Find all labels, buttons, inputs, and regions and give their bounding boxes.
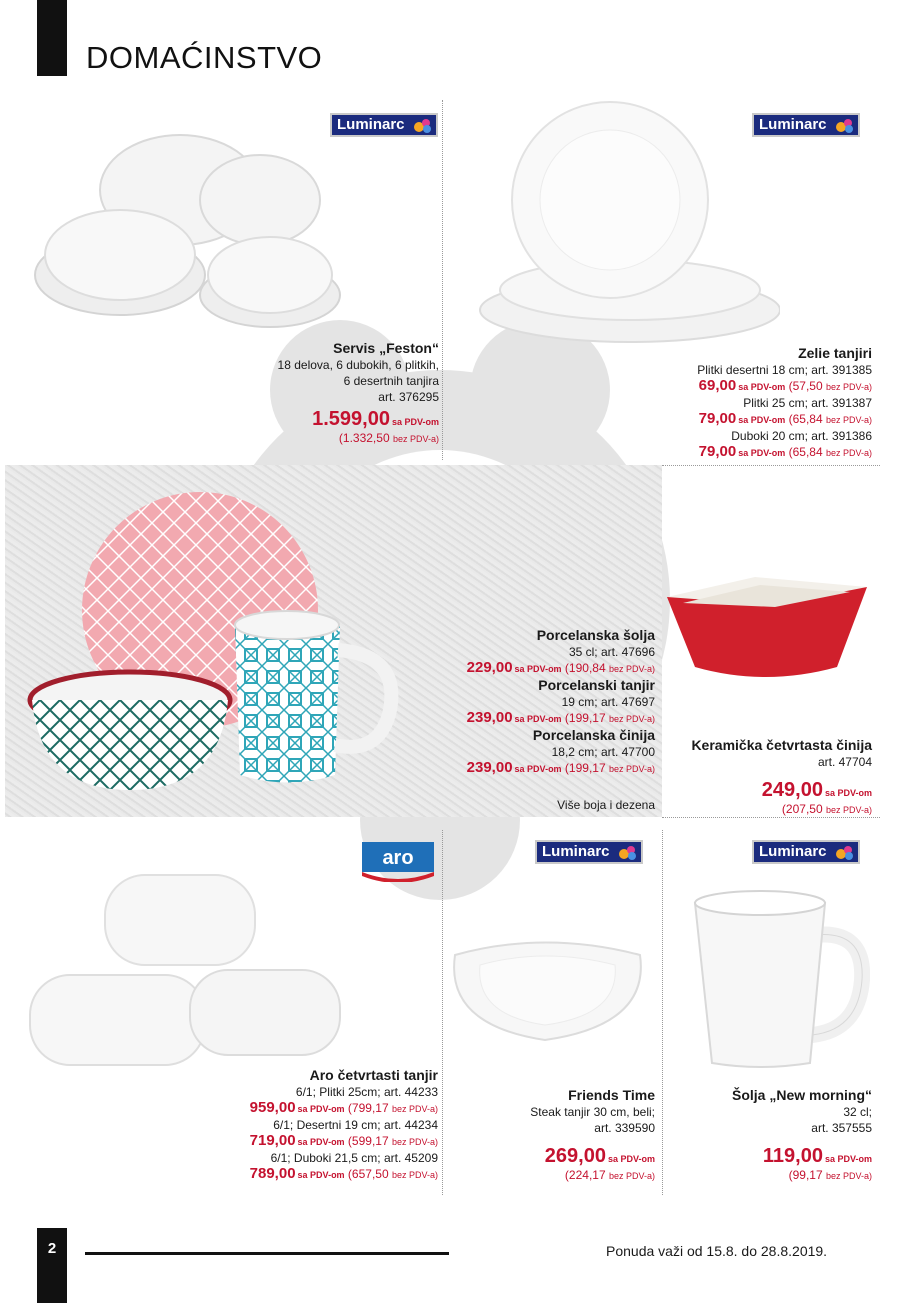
product-name: Friends Time — [568, 1087, 655, 1103]
price: 959,00 sa PDV-om (799,17 bez PDV-a) — [249, 1099, 438, 1116]
price-without-vat: (207,50 bez PDV-a) — [781, 802, 872, 816]
new-morning-mug-image — [690, 885, 870, 1070]
new-morning-mug-info — [732, 1087, 872, 1184]
product-desc: 6 desertnih tanjira — [343, 374, 439, 388]
product-name: Zelie tanjiri — [798, 345, 872, 361]
svg-text:aro: aro — [382, 847, 414, 869]
product-desc: 35 cl; art. 47696 — [568, 645, 655, 659]
product-desc: 32 cl; — [843, 1105, 872, 1119]
page-title: DOMAĆINSTVO — [86, 40, 323, 75]
product-art: art. 357555 — [811, 1121, 872, 1135]
price: 249,00 sa PDV-om — [761, 779, 872, 801]
feston-dinner-set-image — [30, 125, 360, 340]
zelie-plates-image — [470, 100, 780, 345]
divider — [442, 830, 443, 1195]
vat-label: sa PDV-om — [391, 417, 439, 427]
product-name: Porcelanska činija — [532, 727, 655, 743]
price: 789,00 sa PDV-om (657,50 bez PDV-a) — [249, 1165, 438, 1182]
porcelain-set-image — [20, 490, 440, 805]
porcelain-info — [467, 627, 655, 813]
ceramic-bowl-info — [691, 737, 872, 818]
price: 79,00 sa PDV-om (65,84 bez PDV-a) — [698, 410, 872, 427]
product-desc: Plitki desertni 18 cm; art. 391385 — [697, 363, 872, 377]
aro-square-plates-image — [20, 870, 350, 1070]
price: 239,00 sa PDV-om (199,17 bez PDV-a) — [466, 759, 655, 776]
product-desc: Steak tanjir 30 cm, beli; — [530, 1105, 655, 1119]
luminarc-logo: Luminarc — [330, 113, 438, 137]
product-desc: Plitki 25 cm; art. 391387 — [743, 396, 872, 410]
price: 119,00 sa PDV-om — [762, 1145, 872, 1167]
price: 239,00 sa PDV-om (199,17 bez PDV-a) — [466, 709, 655, 726]
product-desc: 18 delova, 6 dubokih, 6 plitkih, — [277, 358, 439, 372]
header-bar — [37, 0, 67, 76]
product-desc: 6/1; Duboki 21,5 cm; art. 45209 — [270, 1151, 438, 1165]
product-name: Servis „Feston“ — [333, 340, 439, 356]
ceramic-square-bowl-image — [665, 575, 870, 685]
price: 229,00 sa PDV-om (190,84 bez PDV-a) — [466, 659, 655, 676]
product-name: Porcelanski tanjir — [538, 677, 655, 693]
luminarc-logo: Luminarc — [752, 840, 860, 864]
price: 79,00 sa PDV-om (65,84 bez PDV-a) — [698, 443, 872, 460]
luminarc-logo: Luminarc — [535, 840, 643, 864]
product-name: Porcelanska šolja — [536, 627, 655, 643]
footer-rule — [85, 1252, 449, 1255]
price — [278, 408, 439, 430]
price: 269,00 sa PDV-om — [544, 1145, 655, 1167]
product-art: art. 47704 — [817, 755, 872, 769]
product-desc: 19 cm; art. 47697 — [561, 695, 655, 709]
product-name: Aro četvrtasti tanjir — [309, 1067, 438, 1083]
price-without-vat: (224,17 bez PDV-a) — [564, 1168, 655, 1182]
page-number: 2 — [47, 1240, 57, 1257]
price-value: 1.599,00 — [312, 408, 390, 430]
friends-time-plate-image — [445, 935, 650, 1045]
price: 719,00 sa PDV-om (599,17 bez PDV-a) — [249, 1132, 438, 1149]
product-art: art. 339590 — [594, 1121, 655, 1135]
product-desc: Duboki 20 cm; art. 391386 — [731, 429, 872, 443]
product-desc: 18,2 cm; art. 47700 — [551, 745, 655, 759]
price-without-vat: (99,17 bez PDV-a) — [788, 1168, 872, 1182]
divider — [662, 830, 663, 1195]
product-name: Šolja „New morning“ — [731, 1087, 872, 1103]
luminarc-logo: Luminarc — [752, 113, 860, 137]
product-art: art. 376295 — [378, 390, 439, 404]
aro-logo — [362, 842, 434, 882]
aro-plates-info — [250, 1067, 438, 1183]
variety-note: Više boja i dezena — [557, 798, 655, 812]
price-without-vat: (1.332,50 bez PDV-a) — [338, 431, 439, 445]
friends-time-info — [530, 1087, 655, 1184]
zelie-info — [697, 345, 872, 461]
servis-feston-info — [278, 340, 439, 447]
divider — [442, 100, 443, 460]
product-desc: 6/1; Plitki 25cm; art. 44233 — [295, 1085, 438, 1099]
price: 69,00 sa PDV-om (57,50 bez PDV-a) — [698, 377, 872, 394]
divider — [662, 465, 880, 466]
product-desc: 6/1; Desertni 19 cm; art. 44234 — [273, 1118, 438, 1132]
product-name: Keramička četvrtasta činija — [691, 737, 872, 753]
offer-validity: Ponuda važi od 15.8. do 28.8.2019. — [606, 1243, 828, 1259]
